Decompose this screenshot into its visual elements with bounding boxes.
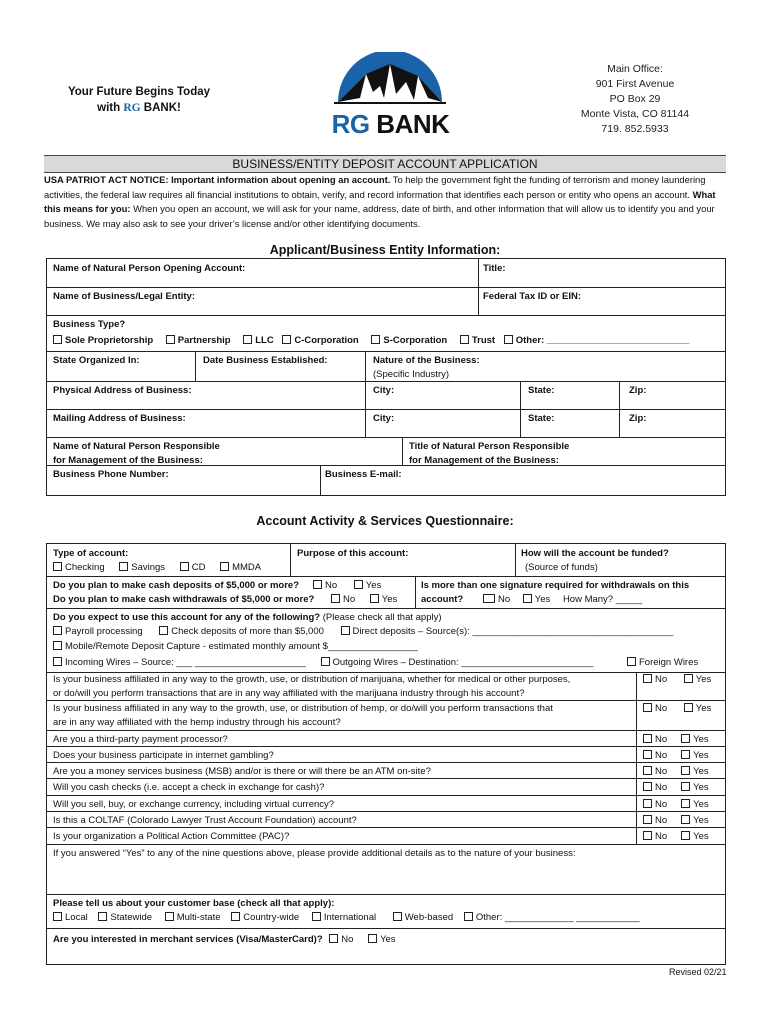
multi-signature-question: Is more than one signature required for withdrawals on this	[421, 580, 690, 591]
checkbox-no[interactable]: No	[643, 766, 667, 777]
cash-deposits-answers	[313, 580, 381, 591]
tagline-line1: Your Future Begins Today	[67, 86, 211, 98]
business-type-label: Business Type?	[53, 319, 126, 330]
merchant-services-row: Are you interested in merchant services (Visa/MasterCard)? No Yes	[53, 934, 396, 945]
checkbox-country-wide[interactable]: Country-wide	[231, 912, 299, 923]
how-many-field[interactable]: How Many? _____	[562, 594, 643, 605]
form-title: BUSINESS/ENTITY DEPOSIT ACCOUNT APPLICATION	[44, 155, 726, 173]
answers-cash-checks	[643, 782, 709, 793]
title-responsible-line2: for Management of the Business:	[409, 455, 559, 466]
checkbox-multi-sig-no[interactable]: No	[483, 594, 510, 605]
activity-box	[46, 543, 726, 965]
customer-base-label: Please tell us about your customer base (check all that apply):	[53, 898, 335, 909]
checkbox-payroll[interactable]: Payroll processing	[53, 626, 143, 637]
customer-base-options	[53, 912, 640, 923]
checkbox-cash-withdrawals-no[interactable]: No	[331, 594, 355, 605]
answers-currency	[643, 799, 709, 810]
checkbox-no[interactable]: No	[643, 782, 667, 793]
checkbox-c-corporation[interactable]: C-Corporation	[282, 335, 358, 346]
tax-id-label: Federal Tax ID or EIN:	[483, 291, 582, 302]
question-internet-gambling: Does your business participate in internet gambling?	[53, 750, 274, 761]
checkbox-cd[interactable]: CD	[180, 562, 206, 573]
mailing-state-label: State:	[528, 413, 555, 424]
checkbox-yes[interactable]: Yes	[681, 799, 709, 810]
checkbox-yes[interactable]: Yes	[681, 734, 709, 745]
multi-signature-answers	[483, 594, 642, 605]
checkbox-hemp-no[interactable]: No	[643, 703, 667, 714]
hemp-question-line1: Is your business affiliated in any way to the growth, use, or distribution of hemp, or do/will you perform transactions that	[53, 703, 553, 714]
checkbox-foreign-wires[interactable]: Foreign Wires	[627, 657, 698, 668]
mailing-address-label: Mailing Address of Business:	[53, 413, 186, 424]
checkbox-check-deposits[interactable]: Check deposits of more than $5,000	[159, 626, 324, 637]
marijuana-question-line2: or do/will you perform transactions that are in any way affiliated with the marijuana industry through his account?	[53, 688, 525, 699]
physical-city-label: City:	[373, 385, 395, 396]
checkbox-sole-proprietorship[interactable]: Sole Proprietorship	[53, 335, 153, 346]
checkbox-merchant-yes[interactable]: Yes	[368, 934, 396, 945]
checkbox-no[interactable]: No	[643, 799, 667, 810]
checkbox-direct-deposits[interactable]: Direct deposits – Source(s): ______________________________________	[341, 626, 674, 637]
date-established-label: Date Business Established:	[203, 355, 328, 366]
physical-state-label: State:	[528, 385, 555, 396]
answers-coltaf	[643, 815, 709, 826]
expect-row1	[53, 626, 673, 637]
checkbox-partnership[interactable]: Partnership	[166, 335, 231, 346]
marijuana-answers	[643, 674, 711, 685]
answers-third-party	[643, 734, 709, 745]
cash-deposits-question: Do you plan to make cash deposits of $5,000 or more?	[53, 580, 300, 591]
rg-bank-logo	[318, 52, 463, 144]
checkbox-yes[interactable]: Yes	[681, 815, 709, 826]
cash-withdrawals-question: Do you plan to make cash withdrawals of $5,000 or more?	[53, 594, 315, 605]
checkbox-mobile-deposit[interactable]: Mobile/Remote Deposit Capture - estimated monthly amount $_________________	[53, 641, 418, 652]
business-email-label: Business E-mail:	[325, 469, 402, 480]
hemp-answers	[643, 703, 711, 714]
checkbox-marijuana-yes[interactable]: Yes	[684, 674, 712, 685]
checkbox-hemp-yes[interactable]: Yes	[684, 703, 712, 714]
checkbox-other-type[interactable]: Other: ___________________________	[504, 335, 690, 346]
hemp-question-line2: are in any way affiliated with the hemp industry through his account?	[53, 717, 341, 728]
checkbox-llc[interactable]: LLC	[243, 335, 273, 346]
checkbox-yes[interactable]: Yes	[681, 831, 709, 842]
applicant-box	[46, 258, 726, 496]
responsible-line2: for Management of the Business:	[53, 455, 203, 466]
checkbox-international[interactable]: International	[312, 912, 376, 923]
checkbox-other-customer[interactable]: Other: _____________ ____________	[464, 912, 640, 923]
expect-row3	[53, 657, 593, 668]
checkbox-checking[interactable]: Checking	[53, 562, 105, 573]
name-person-label: Name of Natural Person Opening Account:	[53, 263, 246, 274]
question-third-party: Are you a third-party payment processor?	[53, 734, 228, 745]
checkbox-no[interactable]: No	[643, 734, 667, 745]
patriot-act-notice: USA PATRIOT ACT NOTICE: Important information about opening an account. To help the government fight the funding of terrorism and money laundering activities, the federal law requires all financial institutions to obtain, verify, and record information that identifies each person or entity who opens an account. What this means for you: When you open an account, we will ask for your name, address, date of birth, and other information that will allow us to identify you and your business. We may also ask to see your driver’s license and/or other identifying documents.	[44, 174, 716, 229]
checkbox-yes[interactable]: Yes	[681, 750, 709, 761]
nature-sub-label: (Specific Industry)	[373, 369, 450, 380]
revision-date: Revised 02/21	[669, 967, 727, 977]
funded-label: How will the account be funded?	[521, 548, 669, 559]
checkbox-no[interactable]: No	[643, 750, 667, 761]
tagline	[60, 84, 218, 116]
expect-question: Do you expect to use this account for any of the following? (Please check all that apply)	[53, 612, 442, 623]
checkbox-marijuana-no[interactable]: No	[643, 674, 667, 685]
question-cash-checks: Will you cash checks (i.e. accept a check in exchange for cash)?	[53, 782, 325, 793]
state-organized-label: State Organized In:	[53, 355, 140, 366]
checkbox-no[interactable]: No	[643, 831, 667, 842]
checkbox-multi-sig-yes[interactable]: Yes	[523, 594, 551, 605]
checkbox-yes[interactable]: Yes	[681, 766, 709, 777]
checkbox-s-corporation[interactable]: S-Corporation	[371, 335, 447, 346]
checkbox-mmda[interactable]: MMDA	[220, 562, 261, 573]
answers-msb	[643, 766, 709, 777]
checkbox-statewide[interactable]: Statewide	[98, 912, 152, 923]
physical-address-label: Physical Address of Business:	[53, 385, 192, 396]
question-coltaf: Is this a COLTAF (Colorado Lawyer Trust Account Foundation) account?	[53, 815, 357, 826]
checkbox-yes[interactable]: Yes	[681, 782, 709, 793]
main-office-address: Main Office: 901 First Avenue PO Box 29 Monte Vista, CO 81144 719. 852.5933	[580, 63, 690, 135]
additional-details-prompt: If you answered “Yes” to any of the nine questions above, please provide additional details as to the nature of your business:	[53, 848, 576, 859]
question-pac: Is your organization a Political Action Committee (PAC)?	[53, 831, 290, 842]
checkbox-no[interactable]: No	[643, 815, 667, 826]
purpose-label: Purpose of this account:	[297, 548, 409, 559]
nature-label: Nature of the Business:	[373, 355, 480, 366]
checkbox-cash-deposits-no[interactable]: No	[313, 580, 337, 591]
mailing-city-label: City:	[373, 413, 395, 424]
responsible-line1: Name of Natural Person Responsible	[53, 441, 220, 452]
checkbox-outgoing-wires[interactable]: Outgoing Wires – Destination: _________________________	[321, 657, 594, 668]
activity-heading: Account Activity & Services Questionnaire:	[256, 514, 514, 528]
answers-internet-gambling	[643, 750, 709, 761]
cash-withdrawals-answers	[331, 594, 397, 605]
business-type-options	[53, 335, 690, 346]
checkbox-merchant-no[interactable]: No	[329, 934, 353, 945]
marijuana-question-line1: Is your business affiliated in any way to the growth, use, or distribution of marijuana, whether for medical or other purposes,	[53, 674, 571, 685]
title-label: Title:	[483, 263, 506, 274]
business-name-label: Name of Business/Legal Entity:	[53, 291, 196, 302]
checkbox-incoming-wires[interactable]: Incoming Wires – Source: ___ _____________________	[53, 657, 306, 668]
checkbox-local[interactable]: Local	[53, 912, 88, 923]
tagline-line2: with RG BANK!	[97, 102, 181, 114]
question-msb: Are you a money services business (MSB) and/or is there or will there be an ATM on-site?	[53, 766, 431, 777]
account-type-options	[53, 562, 261, 573]
business-phone-label: Business Phone Number:	[53, 469, 169, 480]
checkbox-multi-state[interactable]: Multi-state	[165, 912, 221, 923]
checkbox-trust[interactable]: Trust	[460, 335, 495, 346]
title-responsible-line1: Title of Natural Person Responsible	[409, 441, 570, 452]
logo-text: RG BANK	[331, 109, 450, 139]
physical-zip-label: Zip:	[629, 385, 647, 396]
mailing-zip-label: Zip:	[629, 413, 647, 424]
applicant-heading: Applicant/Business Entity Information:	[269, 243, 501, 257]
checkbox-cash-withdrawals-yes[interactable]: Yes	[370, 594, 398, 605]
type-of-account-label: Type of account:	[53, 548, 129, 559]
checkbox-cash-deposits-yes[interactable]: Yes	[354, 580, 382, 591]
answers-pac	[643, 831, 709, 842]
funded-sub-label: (Source of funds)	[525, 562, 598, 573]
checkbox-savings[interactable]: Savings	[119, 562, 165, 573]
multi-signature-question-line2: account?	[421, 594, 464, 605]
question-currency: Will you sell, buy, or exchange currency, including virtual currency?	[53, 799, 335, 810]
checkbox-web-based[interactable]: Web-based	[393, 912, 453, 923]
